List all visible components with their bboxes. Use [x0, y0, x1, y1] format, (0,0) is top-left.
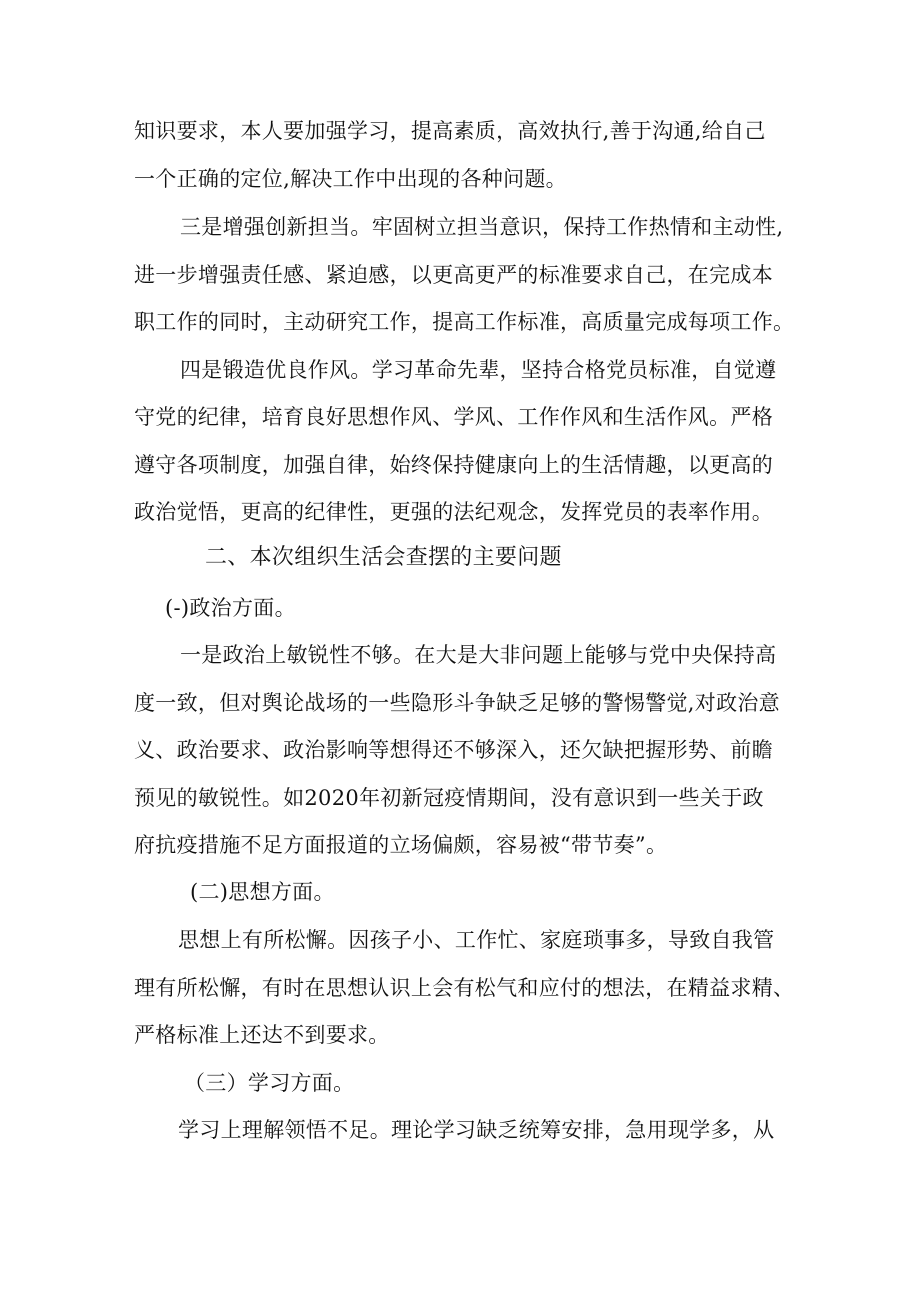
body-text-line: 职工作的同时，主动研究工作，提高工作标准，高质量完成每项工作。	[134, 310, 795, 334]
body-text-line: 一个正确的定位,解决工作中出现的各种问题。	[134, 167, 567, 191]
paragraph-first-line: 一是政治上敏锐性不够。在大是大非问题上能够与党中央保持高	[180, 643, 777, 667]
body-text-line: 义、政治要求、政治影响等想得还不够深入，还欠缺把握形势、前瞻	[134, 738, 773, 762]
body-text-line: 政治觉悟，更高的纪律性，更强的法纪观念，发挥党员的表率作用。	[134, 500, 773, 524]
subsection-heading: (-)政治方面。	[165, 596, 296, 620]
body-text-line: 严格标准上还达不到要求。	[134, 1023, 390, 1047]
body-text-line: 理有所松懈，有时在思想认识上会有松气和应付的想法，在精益求精、	[134, 976, 795, 1000]
section-heading: 二、本次组织生活会查摆的主要问题	[205, 545, 562, 570]
body-text-line: 预见的敏锐性。如2020年初新冠疫情期间，没有意识到一些关于政	[134, 786, 764, 810]
paragraph-first-line: 学习上理解领悟不足。理论学习缺乏统筹安排，急用现学多，从	[178, 1118, 775, 1142]
paragraph-first-line: 思想上有所松懈。因孩子小、工作忙、家庭琐事多，导致自我管	[178, 928, 775, 952]
body-text-line: 进一步增强责任感、紧迫感，以更高更严的标准要求自己，在完成本	[134, 263, 773, 287]
body-text-line: 遵守各项制度，加强自律，始终保持健康向上的生活情趣，以更高的	[134, 453, 773, 477]
subsection-heading: (二)思想方面。	[190, 880, 335, 904]
paragraph-first-line: 四是锻造优良作风。学习革命先辈，坚持合格党员标准，自觉遵	[180, 358, 777, 382]
body-text-line: 府抗疫措施不足方面报道的立场偏颇，容易被“带节奏”。	[134, 833, 668, 857]
paragraph-first-line: 三是增强创新担当。牢固树立担当意识，保持工作热情和主动性,	[180, 215, 784, 239]
body-text-line: 度一致，但对舆论战场的一些隐形斗争缺乏足够的警惕警觉,对政治意	[134, 691, 780, 715]
body-text-line: 知识要求，本人要加强学习，提高素质，高效执行,善于沟通,给自己	[134, 119, 766, 143]
subsection-heading: （三）学习方面。	[184, 1071, 355, 1095]
body-text-line: 守党的纪律，培育良好思想作风、学风、工作作风和生活作风。严格	[134, 405, 773, 429]
